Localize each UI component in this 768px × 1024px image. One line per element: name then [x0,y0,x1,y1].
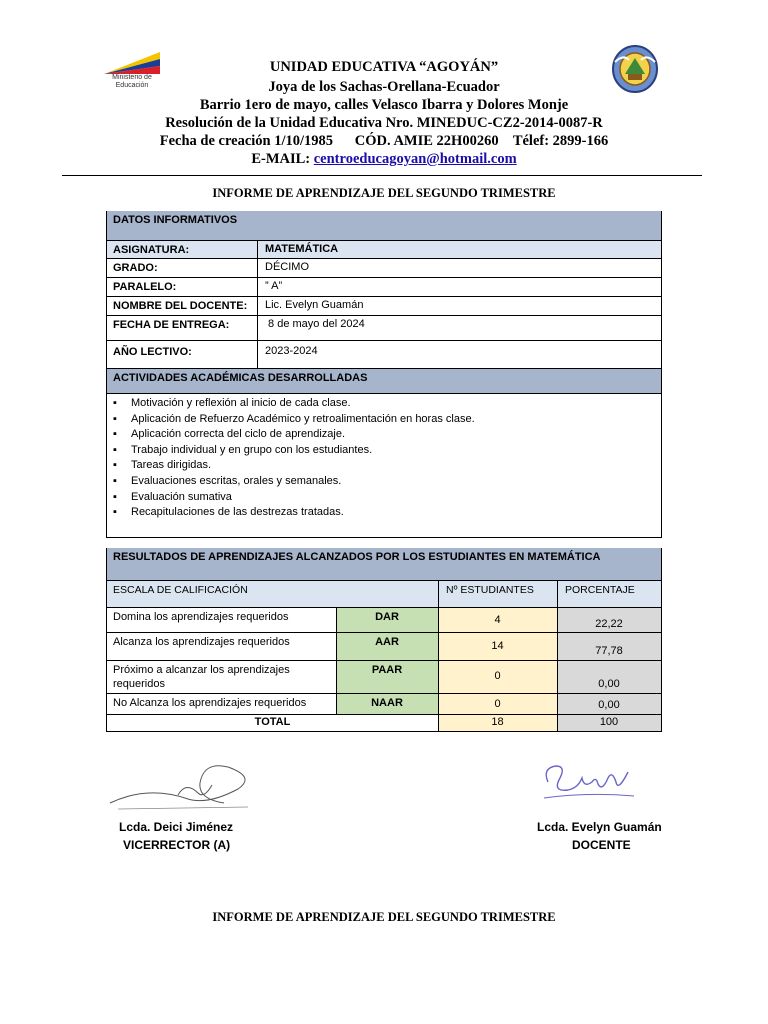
email-link[interactable]: centroeducagoyan@hotmail.com [313,151,517,167]
table-row-percent: 22,22 [557,607,661,632]
info-row-label: FECHA DE ENTREGA: [107,315,661,340]
activities-divider [107,393,661,394]
results-section-title: RESULTADOS DE APRENDIZAJES ALCANZADOS POR LOS ESTUDIANTES EN MATEMÁTICA [107,548,661,580]
list-item: ▪ Evaluación sumativa [107,490,661,506]
info-section-title: DATOS INFORMATIVOS [107,211,661,240]
footer-report-title: INFORME DE APRENDIZAJE DEL SEGUNDO TRIMESTRE [212,910,556,924]
table-row-code: NAAR [336,693,438,714]
table-row-label: Alcanza los aprendizajes requeridos [107,632,336,660]
info-table [106,211,662,538]
results-column-divider [557,580,558,731]
school-email-line [0,151,768,168]
table-row-label: Próximo a alcanzar los aprendizajes requeridos [107,660,336,693]
signature-name: Lcda. Evelyn Guamán [537,820,662,834]
column-header-scale: ESCALA DE CALIFICACIÓN [113,584,248,596]
table-row-code: AAR [336,632,438,660]
signature-role: DOCENTE [572,838,631,852]
school-address: Barrio 1ero de mayo, calles Velasco Ibarra y Dolores Monje [199,97,569,113]
activities-section-title: ACTIVIDADES ACADÉMICAS DESARROLLADAS [107,368,661,393]
table-total-label: TOTAL [107,714,438,731]
list-item: ▪ Evaluaciones escritas, orales y semanales. [107,474,661,490]
report-title: INFORME DE APRENDIZAJE DEL SEGUNDO TRIMESTRE [212,186,556,200]
table-row-students: 14 [438,632,557,660]
list-item: ▪ Recapitulaciones de las destrezas tratadas. [107,505,661,521]
signature-name: Lcda. Deici Jiménez [119,820,234,834]
school-creation-info: Fecha de creación 1/10/1985 CÓD. AMIE 22H00260 Télef: 2899-166 [159,133,609,149]
school-name: UNIDAD EDUCATIVA “AGOYÁN” [269,59,499,75]
info-row-label: AÑO LECTIVO: [107,340,661,368]
info-row-label: GRADO: [107,258,661,277]
table-row-label: No Alcanza los aprendizajes requeridos [107,693,336,714]
info-row-value: 8 de mayo del 2024 [265,318,365,330]
results-table [106,548,662,732]
table-total-students: 18 [438,714,557,731]
table-row-code: PAAR [336,660,438,693]
results-column-divider [438,580,439,731]
info-row-value: Lic. Evelyn Guamán [265,299,364,311]
list-item: ▪ Aplicación correcta del ciclo de aprendizaje. [107,427,661,443]
table-row-students: 0 [438,693,557,714]
table-row-students: 0 [438,660,557,693]
info-row-label: PARALELO: [107,277,661,296]
info-row-label: ASIGNATURA: [107,240,661,258]
column-header-students: Nº ESTUDIANTES [446,584,534,596]
info-column-divider [257,240,258,368]
header-divider [62,175,702,176]
ministry-logo-text: Ministerio de Educación [112,74,152,89]
school-location: Joya de los Sachas-Orellana-Ecuador [268,79,500,95]
school-resolution: Resolución de la Unidad Educativa Nro. MINEDUC-CZ2-2014-0087-R [165,115,603,131]
list-item: ▪ Motivación y reflexión al inicio de cada clase. [107,396,661,412]
info-row-value: ” A” [265,280,283,292]
table-row-label: Domina los aprendizajes requeridos [107,607,336,632]
results-column-divider [336,607,337,714]
email-label: E-MAIL: [251,151,311,167]
table-total-percent: 100 [557,714,661,731]
table-row-code: DAR [336,607,438,632]
table-row-percent: 0,00 [557,660,661,693]
table-row-students: 4 [438,607,557,632]
list-item: ▪ Tareas dirigidas. [107,458,661,474]
signature-docente [538,752,638,804]
info-row-value: DÉCIMO [265,261,309,273]
list-item: ▪ Trabajo individual y en grupo con los estudiantes. [107,443,661,459]
signature-role: VICERRECTOR (A) [123,838,231,852]
activities-list [107,396,661,521]
table-row-percent: 77,78 [557,632,661,660]
info-row-value: MATEMÁTICA [265,243,339,255]
signature-vicerrector [108,755,258,815]
list-item: ▪ Aplicación de Refuerzo Académico y retroalimentación en horas clase. [107,412,661,428]
info-row-label: NOMBRE DEL DOCENTE: [107,296,661,315]
info-row-value: 2023-2024 [265,345,318,357]
table-row-percent: 0,00 [557,693,661,714]
column-header-percent: PORCENTAJE [565,584,635,596]
